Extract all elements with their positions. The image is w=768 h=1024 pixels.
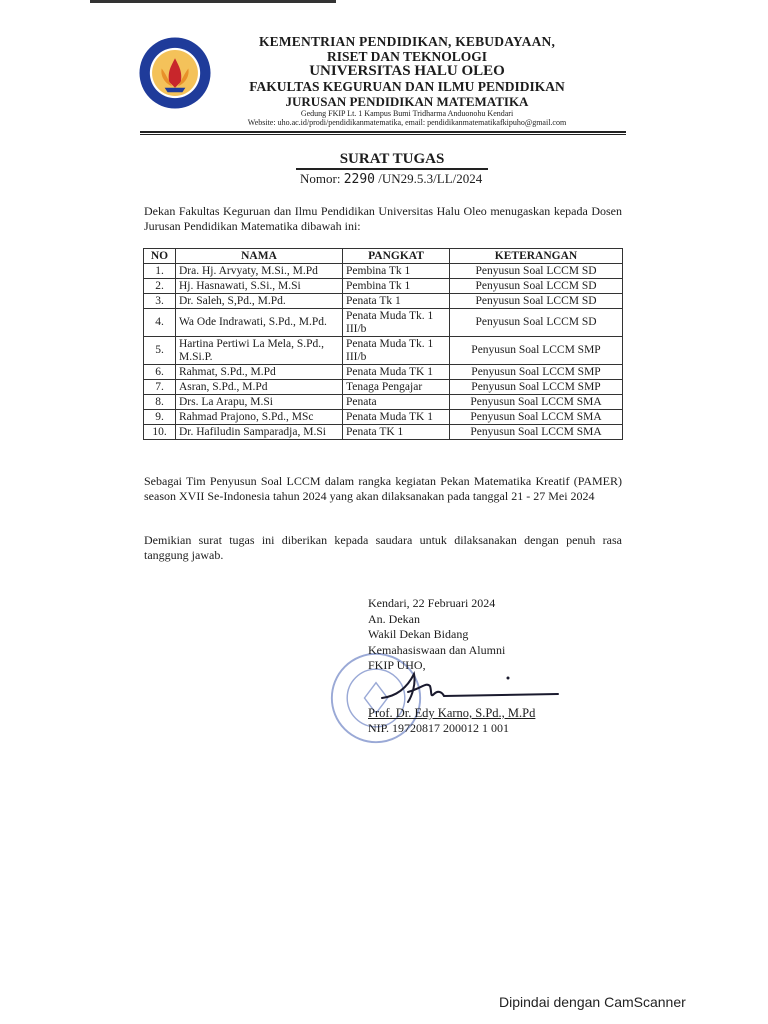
cell-pangkat: Penata Muda TK 1: [343, 365, 450, 380]
signer-role-3: Kemahasiswaan dan Alumni: [368, 642, 506, 657]
table-row: [144, 410, 623, 425]
cell-keterangan: Penyusun Soal LCCM SMP: [450, 337, 623, 365]
cell-nama: Asran, S.Pd., M.Pd: [176, 380, 343, 395]
cell-no: 1.: [144, 264, 176, 279]
cell-keterangan: Penyusun Soal LCCM SD: [450, 264, 623, 279]
cell-no: 9.: [144, 410, 176, 425]
ministry-line-2: RISET DAN TEKNOLOGI: [326, 48, 488, 64]
cell-nama: Hj. Hasnawati, S.Si., M.Si: [176, 279, 343, 294]
letterhead-rule-thick: [140, 131, 626, 133]
cell-keterangan: Penyusun Soal LCCM SMA: [450, 395, 623, 410]
cell-no: 6.: [144, 365, 176, 380]
cell-pangkat: Penata: [343, 395, 450, 410]
cell-no: 2.: [144, 279, 176, 294]
closing-paragraph: Demikian surat tugas ini diberikan kepada saudara untuk dilaksanakan dengan penuh rasa tanggung jawab.: [144, 533, 622, 562]
department-name: JURUSAN PENDIDIKAN MATEMATIKA: [285, 93, 529, 109]
cell-pangkat: Penata Muda Tk. 1 III/b: [343, 337, 450, 365]
cell-nama: Dra. Hj. Arvyaty, M.Si., M.Pd: [176, 264, 343, 279]
cell-nama: Hartina Pertiwi La Mela, S.Pd., M.Si.P.: [176, 337, 343, 365]
cell-pangkat: Tenaga Pengajar: [343, 380, 450, 395]
letterhead-rule-thin: [140, 134, 626, 135]
table-row: [144, 380, 623, 395]
cell-pangkat: Pembina Tk 1: [343, 264, 450, 279]
cell-pangkat: Penata TK 1: [343, 425, 450, 440]
cell-keterangan: Penyusun Soal LCCM SD: [450, 294, 623, 309]
cell-keterangan: Penyusun Soal LCCM SMP: [450, 380, 623, 395]
table-header-row: [144, 249, 623, 264]
purpose-paragraph: Sebagai Tim Penyusun Soal LCCM dalam rangka kegiatan Pekan Matematika Kreatif (PAMER) season XVII Se-Indonesia tahun 2024 yang akan dilaksanakan pada tanggal 21 - 27 Mei 2024: [144, 474, 622, 503]
place-date: Kendari, 22 Februari 2024: [368, 596, 496, 610]
cell-pangkat: Pembina Tk 1: [343, 279, 450, 294]
cell-keterangan: Penyusun Soal LCCM SD: [450, 279, 623, 294]
handwritten-signature: [378, 668, 562, 708]
header-keterangan: KETERANGAN: [450, 249, 623, 264]
cell-nama: Rahmat, S.Pd., M.Pd: [176, 365, 343, 380]
cell-nama: Drs. La Arapu, M.Si: [176, 395, 343, 410]
cell-pangkat: Penata Tk 1: [343, 294, 450, 309]
university-name: UNIVERSITAS HALU OLEO: [309, 63, 505, 79]
camscanner-watermark: Dipindai dengan CamScanner: [499, 994, 686, 1010]
cell-nama: Rahmad Prajono, S.Pd., MSc: [176, 410, 343, 425]
header-nama: NAMA: [176, 249, 343, 264]
cell-keterangan: Penyusun Soal LCCM SD: [450, 309, 623, 337]
header-no: NO: [144, 249, 176, 264]
cell-nama: Dr. Hafiludin Samparadja, M.Si: [176, 425, 343, 440]
assignment-table: [143, 248, 623, 440]
cell-no: 5.: [144, 337, 176, 365]
letter-title: SURAT TUGAS: [296, 152, 488, 170]
signer-role-1: An. Dekan: [368, 611, 420, 626]
number-label: Nomor:: [300, 171, 341, 186]
signer-role-2: Wakil Dekan Bidang: [368, 627, 469, 641]
number-rest: /UN29.5.3/LL/2024: [378, 171, 483, 186]
table-row: [144, 294, 623, 309]
header-pangkat: PANGKAT: [343, 249, 450, 264]
signer-nip: NIP. 19720817 200012 1 001: [368, 721, 510, 735]
cell-no: 3.: [144, 294, 176, 309]
cell-no: 10.: [144, 425, 176, 440]
cell-pangkat: Penata Muda TK 1: [343, 410, 450, 425]
table-row: [144, 264, 623, 279]
letterhead: [222, 34, 592, 128]
table-row: [144, 337, 623, 365]
top-edge-line: [90, 0, 336, 3]
cell-no: 4.: [144, 309, 176, 337]
faculty-name: FAKULTAS KEGURUAN DAN ILMU PENDIDIKAN: [249, 79, 565, 94]
table-row: [144, 425, 623, 440]
website-email: Website: uho.ac.id/prodi/pendidikanmatematika, email: pendidikanmatematikafkipuho@gmail.com: [247, 117, 567, 127]
cell-no: 8.: [144, 395, 176, 410]
cell-no: 7.: [144, 380, 176, 395]
letter-number: [300, 171, 482, 187]
address: Gedung FKIP Lt. 1 Kampus Bumi Tridharma Anduonohu Kendari: [300, 108, 514, 118]
cell-keterangan: Penyusun Soal LCCM SMA: [450, 425, 623, 440]
intro-paragraph: Dekan Fakultas Keguruan dan Ilmu Pendidikan Universitas Halu Oleo menugaskan kepada Dosen Jurusan Pendidikan Matematika dibawah ini:: [144, 204, 622, 233]
ministry-line-1: KEMENTRIAN PENDIDIKAN, KEBUDAYAAN,: [258, 34, 556, 49]
signature-block: [368, 596, 505, 674]
university-logo: [138, 36, 212, 110]
cell-keterangan: Penyusun Soal LCCM SMA: [450, 410, 623, 425]
table-row: [144, 365, 623, 380]
cell-nama: Dr. Saleh, S,Pd., M.Pd.: [176, 294, 343, 309]
cell-keterangan: Penyusun Soal LCCM SMP: [450, 365, 623, 380]
cell-pangkat: Penata Muda Tk. 1 III/b: [343, 309, 450, 337]
table-row: [144, 395, 623, 410]
table-row: [144, 309, 623, 337]
signer-name: Prof. Dr. Edy Karno, S.Pd., M.Pd: [368, 706, 536, 720]
cell-nama: Wa Ode Indrawati, S.Pd., M.Pd.: [176, 309, 343, 337]
table-row: [144, 279, 623, 294]
signer-role-4: FKIP UHO,: [368, 658, 426, 672]
number-handwritten: 2290: [343, 172, 376, 187]
